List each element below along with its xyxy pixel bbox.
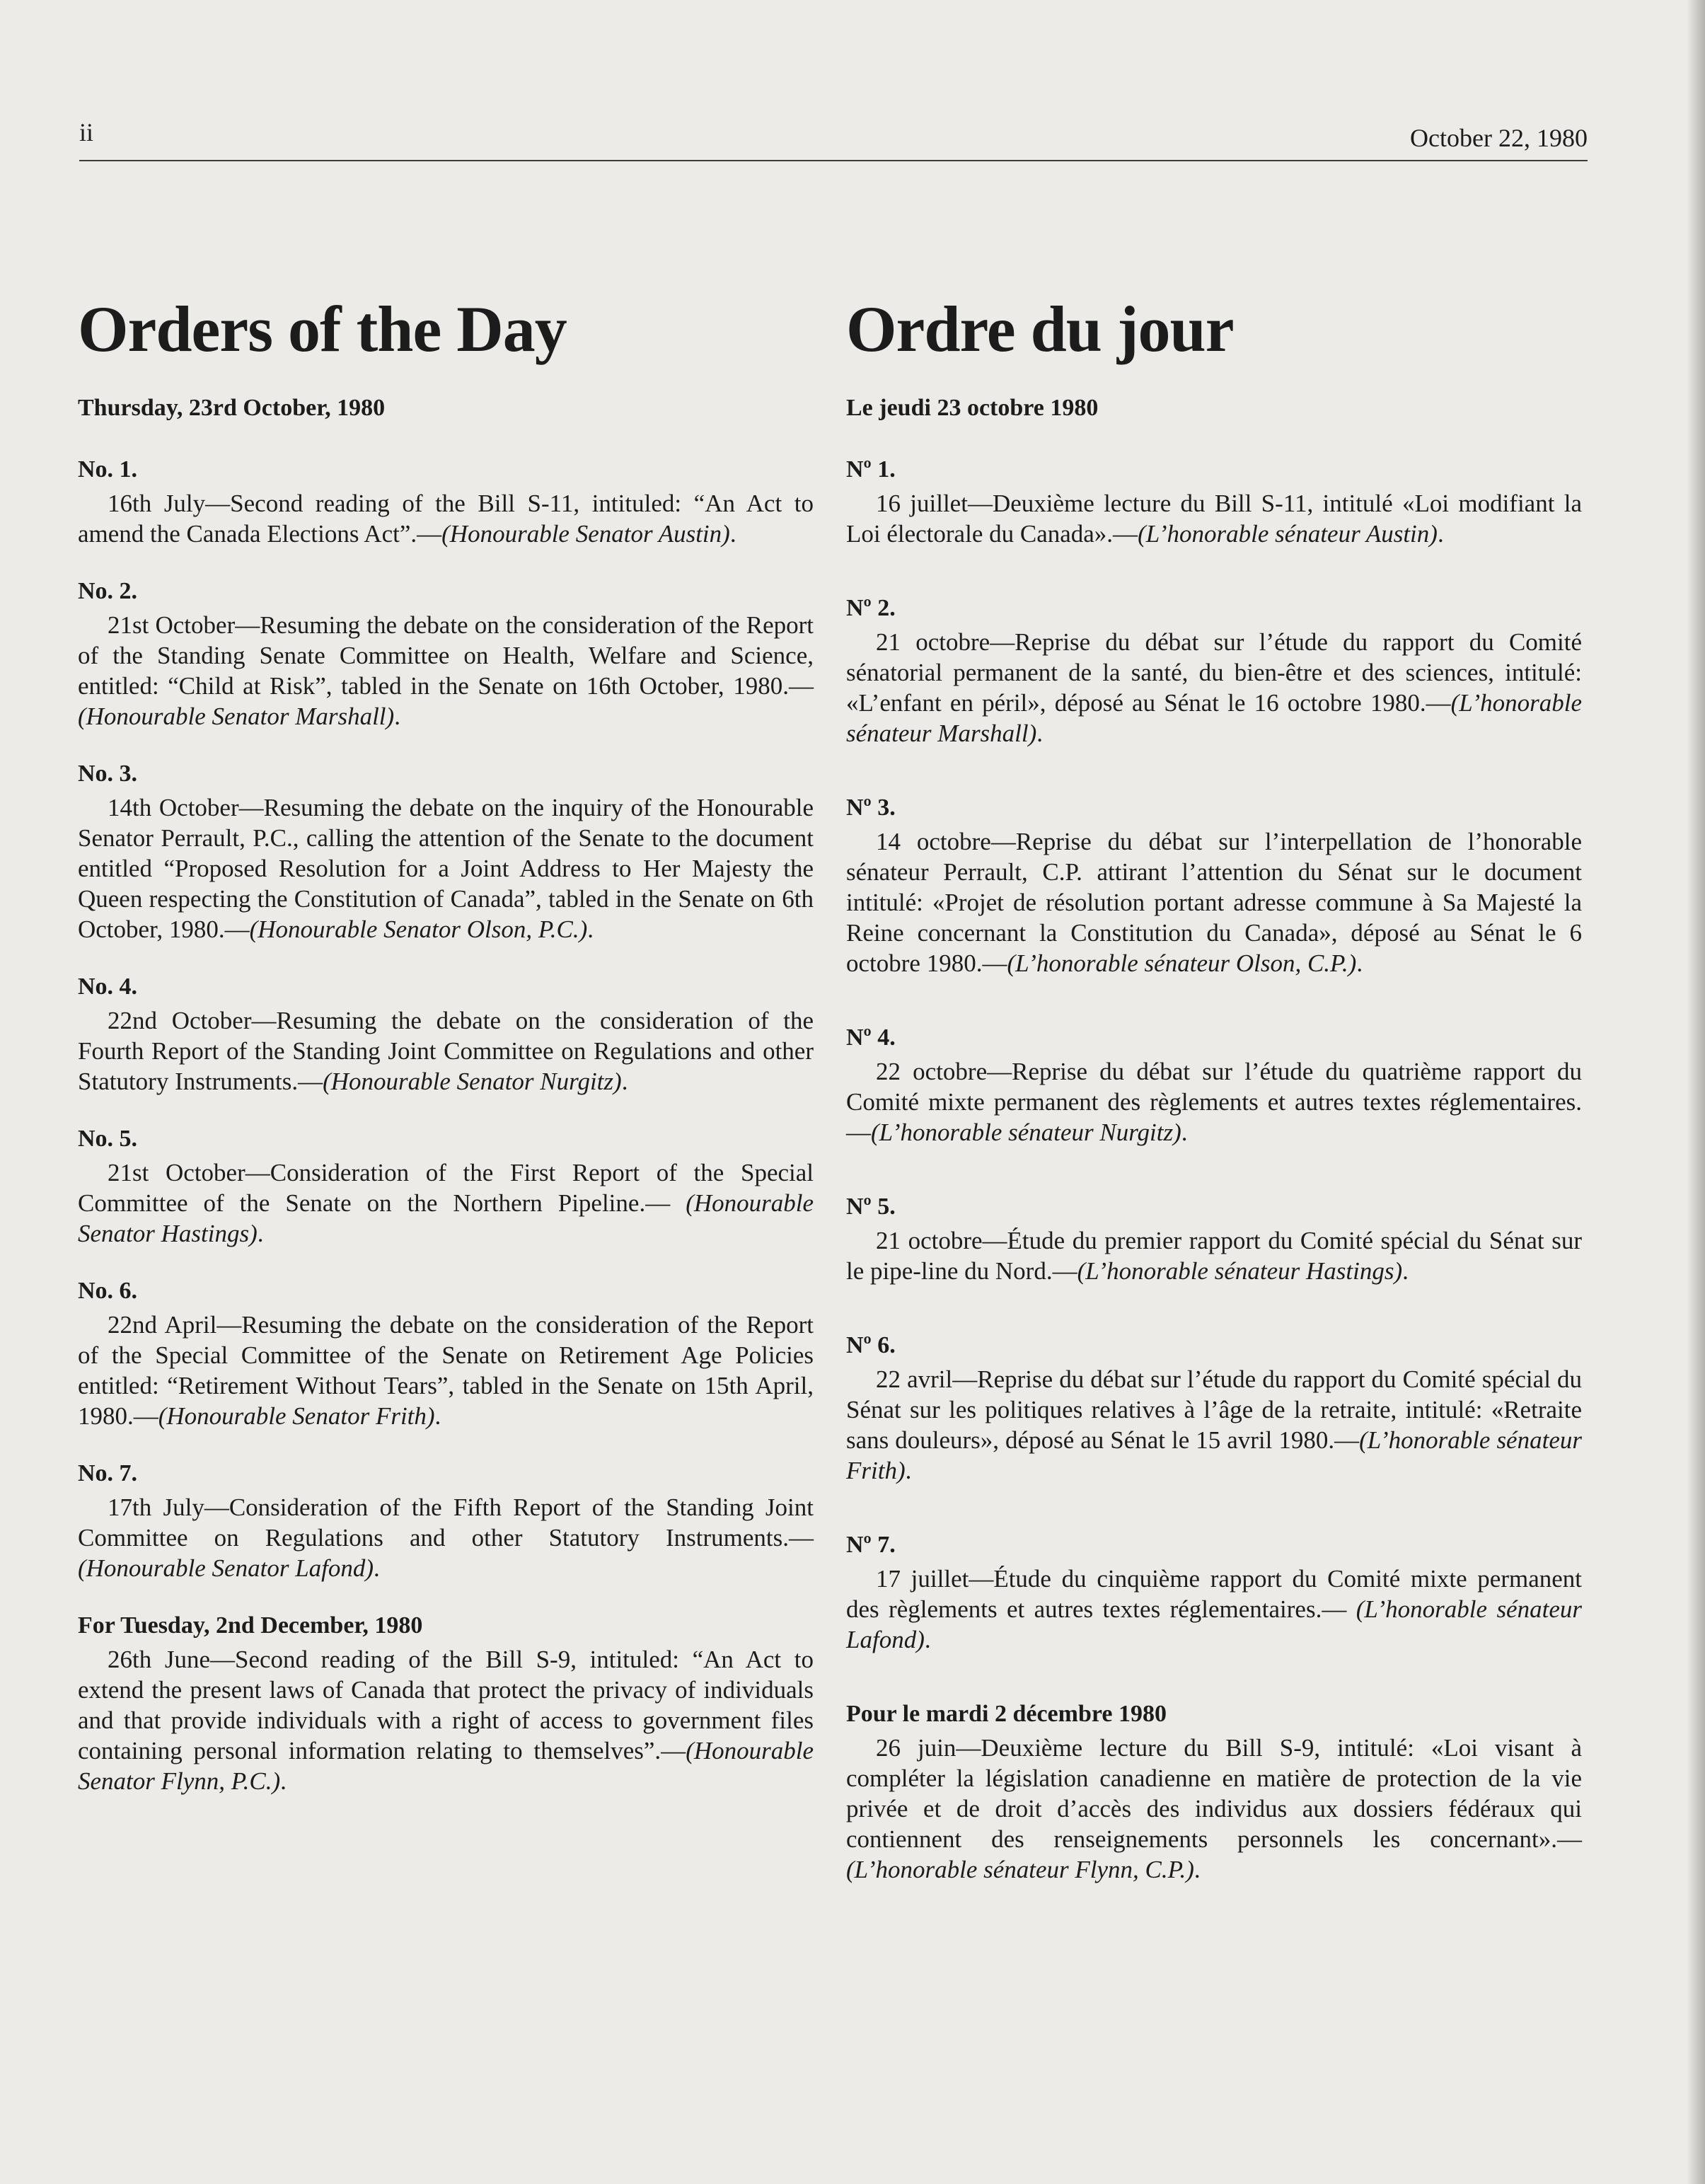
item-body: 14 octobre—Reprise du débat sur l’interpellation de l’honorable sénateur Perrault, C.P. attirant l’attention du Sénat sur le document intitulé: «Projet de résolution portant adresse commune à Sa Majesté la Reine concernant la Constitution du Canada», déposé au Sénat le 6 octobre 1980.— bbox=[846, 828, 1582, 977]
item-number: Nº 1. bbox=[846, 456, 896, 483]
item-end: . bbox=[729, 520, 736, 548]
order-item-2 bbox=[846, 593, 1582, 749]
item-senator: (Honourable Senator Flynn, P.C.) bbox=[78, 1737, 814, 1795]
item-senator: (L’honorable sénateur Lafond) bbox=[846, 1595, 1582, 1653]
english-column bbox=[78, 290, 814, 1796]
item-body: 22 avril—Reprise du débat sur l’étude du rapport du Comité spécial du Sénat sur les politiques relatives à l’âge de la retraite, intitulé: «Retraite sans douleurs», déposé au Sénat le 15 avril 1980.— bbox=[846, 1365, 1582, 1454]
item-end: . bbox=[257, 1220, 264, 1247]
item-end: . bbox=[621, 1068, 628, 1095]
item-end: . bbox=[924, 1626, 931, 1653]
item-body: 22 octobre—Reprise du débat sur l’étude du quatrième rapport du Comité mixte permanent des règlements et autres textes réglementaires.— bbox=[846, 1058, 1582, 1146]
page-number: ii bbox=[79, 118, 94, 146]
item-end: . bbox=[587, 915, 594, 943]
item-body: 16th July—Second reading of the Bill S-11, intituled: “An Act to amend the Canada Elections Act”.— bbox=[78, 490, 814, 548]
item-senator: (Honourable Senator Marshall) bbox=[78, 703, 395, 730]
item-number: No. 5. bbox=[78, 1126, 138, 1152]
item-body: 21st October—Resuming the debate on the consideration of the Report of the Standing Senate Committee on Health, Welfare and Science, entitled: “Child at Risk”, tabled in the Senate on 16th October, 1980.— bbox=[78, 611, 814, 700]
item-number: Nº 3. bbox=[846, 795, 896, 821]
item-body: 17th July—Consideration of the Fifth Report of the Standing Joint Committee on Regulations and other Statutory Instruments.— bbox=[78, 1493, 814, 1552]
running-head bbox=[79, 117, 1588, 161]
item-body: 26 juin—Deuxième lecture du Bill S-9, intitulé: «Loi visant à compléter la législation canadienne en matière de protection de la vie privée et de droit d’accès des individus aux dossiers fédéraux qui contiennent des renseignements personnels les concernant».— bbox=[846, 1734, 1582, 1853]
order-item-2 bbox=[78, 576, 814, 732]
item-text bbox=[78, 488, 814, 549]
french-sitting-date: Le jeudi 23 octobre 1980 bbox=[846, 395, 1099, 421]
later-sitting-heading: For Tuesday, 2nd December, 1980 bbox=[78, 1612, 423, 1639]
item-body: 21st October—Consideration of the First Report of the Special Committee of the Senate on the Northern Pipeline.— bbox=[78, 1159, 814, 1217]
order-item-6 bbox=[846, 1330, 1582, 1486]
item-number: No. 6. bbox=[78, 1278, 138, 1304]
french-column bbox=[846, 290, 1582, 1885]
item-end: . bbox=[905, 1457, 912, 1484]
later-item-text bbox=[846, 1733, 1582, 1885]
item-senator: (L’honorable sénateur Nurgitz) bbox=[871, 1119, 1181, 1146]
item-number: No. 4. bbox=[78, 973, 138, 1000]
item-text bbox=[78, 1005, 814, 1097]
french-title: Ordre du jour bbox=[846, 293, 1234, 365]
item-senator: (Honourable Senator Lafond) bbox=[78, 1554, 374, 1582]
order-item-5 bbox=[846, 1191, 1582, 1286]
later-sitting-heading: Pour le mardi 2 décembre 1980 bbox=[846, 1701, 1167, 1727]
item-text bbox=[78, 1310, 814, 1431]
item-senator: (Honourable Senator Olson, P.C.) bbox=[249, 915, 588, 943]
item-body: 21 octobre—Étude du premier rapport du Comité spécial du Sénat sur le pipe-line du Nord.— bbox=[846, 1227, 1582, 1285]
item-text bbox=[846, 1564, 1582, 1655]
item-end: . bbox=[394, 703, 400, 730]
item-end: . bbox=[1181, 1119, 1188, 1146]
order-item-5 bbox=[78, 1123, 814, 1249]
item-text bbox=[78, 610, 814, 732]
item-senator: (Honourable Senator Nurgitz) bbox=[323, 1068, 622, 1095]
item-end: . bbox=[1437, 520, 1444, 548]
item-end: . bbox=[280, 1767, 287, 1795]
item-number: Nº 5. bbox=[846, 1194, 896, 1220]
item-number: Nº 7. bbox=[846, 1532, 896, 1558]
english-sitting-date: Thursday, 23rd October, 1980 bbox=[78, 395, 386, 421]
item-end: . bbox=[374, 1554, 380, 1582]
order-item-3 bbox=[78, 758, 814, 944]
page-edge-shadow bbox=[1687, 0, 1705, 2184]
item-text bbox=[846, 1364, 1582, 1486]
english-title: Orders of the Day bbox=[78, 293, 567, 365]
item-senator: (Honourable Senator Frith) bbox=[158, 1402, 435, 1430]
order-item-7 bbox=[846, 1530, 1582, 1655]
item-senator: (Honourable Senator Hastings) bbox=[78, 1189, 814, 1247]
order-item-4 bbox=[78, 971, 814, 1097]
item-number: Nº 6. bbox=[846, 1332, 896, 1358]
item-text bbox=[78, 1492, 814, 1583]
item-text bbox=[846, 488, 1582, 549]
item-body: 16 juillet—Deuxième lecture du Bill S-11, intitulé «Loi modifiant la Loi électorale du Canada».— bbox=[846, 490, 1582, 548]
item-senator: (L’honorable sénateur Frith) bbox=[846, 1426, 1582, 1484]
item-end: . bbox=[1194, 1856, 1201, 1883]
item-body: 26th June—Second reading of the Bill S-9, intituled: “An Act to extend the present laws of Canada that protect the privacy of individuals and that provide individuals with a right of access to government files containing personal information relating to themselves”.— bbox=[78, 1646, 814, 1764]
item-text bbox=[846, 1225, 1582, 1286]
item-end: . bbox=[434, 1402, 441, 1430]
order-item-1 bbox=[78, 454, 814, 549]
item-body: 22nd April—Resuming the debate on the consideration of the Report of the Special Committee of the Senate on Retirement Age Policies entitled: “Retirement Without Tears”, tabled in the Senate on 15th April, 1980.— bbox=[78, 1311, 814, 1430]
item-body: 22nd October—Resuming the debate on the consideration of the Fourth Report of the Standing Joint Committee on Regulations and other Statutory Instruments.— bbox=[78, 1007, 814, 1095]
item-number: No. 1. bbox=[78, 456, 138, 483]
item-text bbox=[846, 627, 1582, 749]
order-item-3 bbox=[846, 792, 1582, 978]
item-senator: (L’honorable sénateur Austin) bbox=[1138, 520, 1438, 548]
item-senator: (L’honorable sénateur Marshall) bbox=[846, 689, 1582, 747]
item-number: Nº 4. bbox=[846, 1024, 896, 1051]
item-body: 14th October—Resuming the debate on the inquiry of the Honourable Senator Perrault, P.C., calling the attention of the Senate to the document entitled “Proposed Resolution for a Joint Address to Her Majesty the Queen respecting the Constitution of Canada”, tabled in the Senate on 6th October, 1980.— bbox=[78, 794, 814, 943]
later-item-text bbox=[78, 1644, 814, 1796]
item-end: . bbox=[1036, 720, 1044, 747]
item-senator: (L’honorable sénateur Flynn, C.P.) bbox=[846, 1856, 1194, 1883]
order-item-7 bbox=[78, 1458, 814, 1583]
item-body: 21 octobre—Reprise du débat sur l’étude du rapport du Comité sénatorial permanent de la santé, du bien-être et des sciences, intitulé: «L’enfant en péril», déposé au Sénat le 16 octobre 1980.— bbox=[846, 628, 1582, 717]
item-senator: (L’honorable sénateur Hastings) bbox=[1077, 1257, 1403, 1285]
item-text bbox=[78, 1157, 814, 1249]
item-text bbox=[78, 792, 814, 944]
item-number: No. 7. bbox=[78, 1460, 138, 1486]
item-number: No. 2. bbox=[78, 578, 138, 604]
item-body: 17 juillet—Étude du cinquième rapport du Comité mixte permanent des règlements et autres textes réglementaires.— bbox=[846, 1565, 1582, 1623]
item-text bbox=[846, 826, 1582, 978]
item-end: . bbox=[1356, 949, 1363, 977]
running-date: October 22, 1980 bbox=[1410, 124, 1588, 152]
order-item-4 bbox=[846, 1022, 1582, 1148]
item-end: . bbox=[1402, 1257, 1409, 1285]
order-item-6 bbox=[78, 1276, 814, 1431]
item-text bbox=[846, 1056, 1582, 1148]
item-number: No. 3. bbox=[78, 761, 138, 787]
item-senator: (Honourable Senator Austin) bbox=[441, 520, 730, 548]
item-number: Nº 2. bbox=[846, 595, 896, 621]
order-item-1 bbox=[846, 454, 1582, 549]
item-senator: (L’honorable sénateur Olson, C.P.) bbox=[1007, 949, 1357, 977]
